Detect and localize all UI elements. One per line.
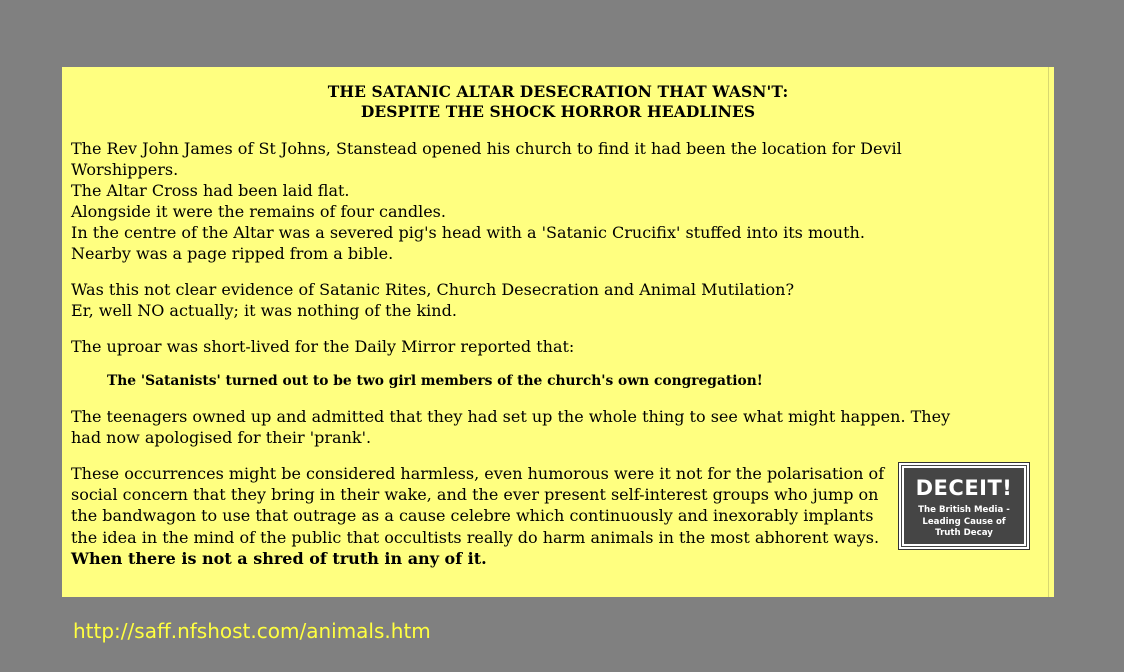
text-line: had now apologised for their 'prank'.	[71, 428, 372, 447]
title-line-2: DESPITE THE SHOCK HORROR HEADLINES	[360, 102, 756, 121]
paragraph-conclusion	[71, 463, 889, 569]
paragraph-question	[71, 279, 1045, 321]
conclusion-text: These occurrences might be considered harmless, even humorous were it not for the polarisation of social concern that they bring in their wake, and the ever present self-interest groups who jump on the bandwagon to use that outrage as a cause celebre which continuously and inexorably implants the idea in the mind of the public that occultists really do harm animals in the most abhorent ways.	[71, 464, 885, 547]
text-line: Was this not clear evidence of Satanic Rites, Church Desecration and Animal Mutilation?	[71, 280, 795, 299]
text-line: In the centre of the Altar was a severed pig's head with a 'Satanic Crucifix' stuffed into its mouth.	[71, 223, 865, 242]
title-line-1: THE SATANIC ALTAR DESECRATION THAT WASN'T:	[327, 82, 789, 101]
conclusion-bold-text: When there is not a shred of truth in any of it.	[71, 548, 487, 568]
text-line: The Altar Cross had been laid flat.	[71, 181, 350, 200]
paragraph-uproar: The uproar was short-lived for the Daily Mirror reported that:	[71, 337, 575, 356]
text-line: Er, well NO actually; it was nothing of the kind.	[71, 301, 457, 320]
article-panel	[62, 67, 1054, 597]
paragraph-discovery	[71, 138, 1045, 264]
text-line: Nearby was a page ripped from a bible.	[71, 244, 394, 263]
text-line: The teenagers owned up and admitted that they had set up the whole thing to see what might happen. They	[71, 407, 951, 426]
closing-section	[71, 463, 1045, 569]
text-line: Alongside it were the remains of four candles.	[71, 202, 446, 221]
source-url-link[interactable]: http://saff.nfshost.com/animals.htm	[73, 619, 431, 643]
mirror-quote: The 'Satanists' turned out to be two girl members of the church's own congregation!	[107, 373, 763, 389]
paragraph-teenagers	[71, 406, 1045, 448]
badge-title: DECEIT!	[915, 476, 1013, 500]
badge-subtitle: The British Media - Leading Cause of Truth Decay	[918, 505, 1010, 538]
deceit-badge	[898, 462, 1030, 550]
text-line: The Rev John James of St Johns, Stanstead opened his church to find it had been the location for Devil	[71, 139, 902, 158]
article-title	[71, 82, 1045, 122]
text-line: Worshippers.	[71, 160, 179, 179]
deceit-badge-inner	[902, 466, 1026, 546]
